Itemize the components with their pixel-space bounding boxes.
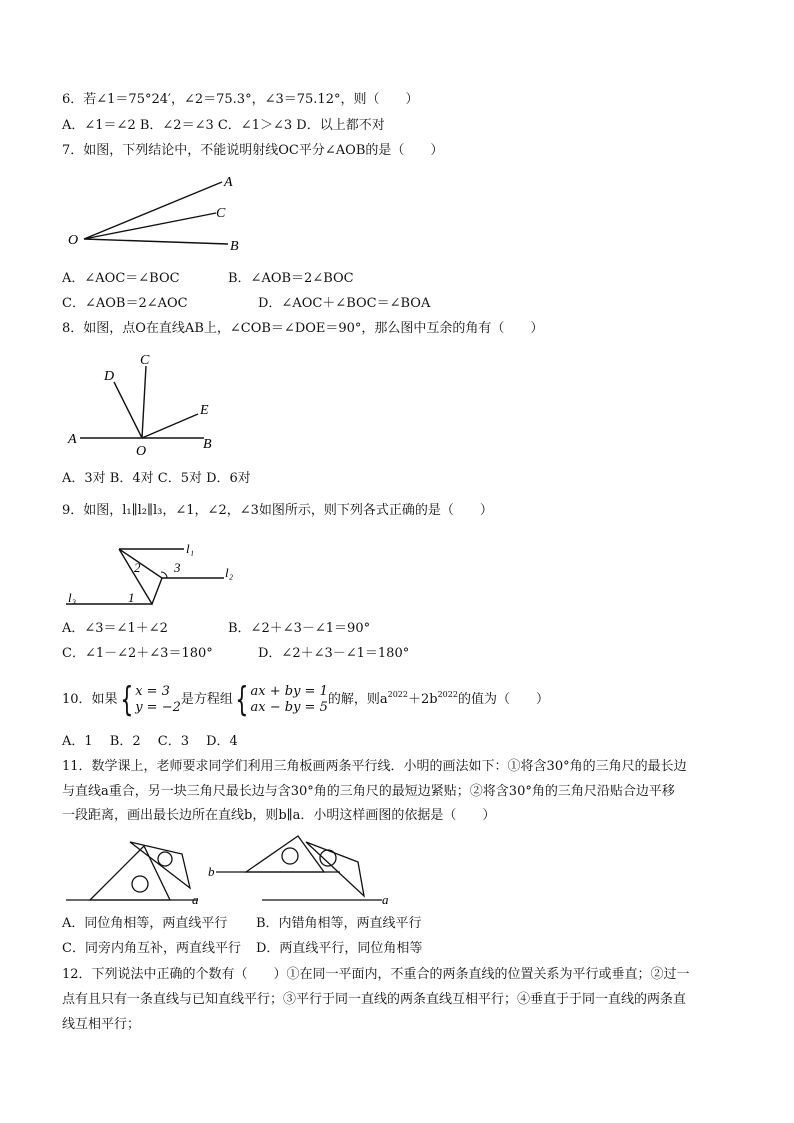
q7-option-b: B．∠AOB＝2∠BOC <box>228 271 354 286</box>
q9-figure <box>62 532 252 614</box>
q9-options-row2 <box>62 645 409 662</box>
q7-figure <box>62 168 252 262</box>
q8-label-o: O <box>136 444 147 459</box>
q11-options-row2 <box>62 940 422 957</box>
q10-sys2-line1: ax + by = 1 <box>250 683 328 699</box>
q11-options-row1 <box>62 915 422 932</box>
q11-label-a-left: a <box>192 892 199 907</box>
q11-option-c: C．同旁内角互补，两直线平行 <box>62 941 241 956</box>
q11-line3: 一段距离，画出最长边所在直线b，则b∥a．小明这样画图的依据是（ ） <box>62 808 496 823</box>
q12-line1: 12．下列说法中正确的个数有（ ）①在同一平面内，不重合的两条直线的位置关系为平行或垂直；②过一 <box>62 967 690 982</box>
q12-line2: 点有且只有一条直线与已知直线平行；③平行于同一直线的两条直线互相平行；④垂直于于同一直线的两条直 <box>62 992 687 1007</box>
q8-figure <box>62 348 232 464</box>
q9-label-angle3: 3 <box>174 560 181 575</box>
q9-option-d: D．∠2＋∠3－∠1＝180° <box>258 646 410 661</box>
q8-options: A．3对 B．4对 C．5对 D．6对 <box>62 471 251 486</box>
q8-label-c: C <box>140 353 150 368</box>
q6-stem: 6．若∠1＝75°24′，∠2＝75.3°，∠3＝75.12°，则（ ） <box>62 92 419 107</box>
q8-label-b: B <box>203 437 212 452</box>
q9-options-row1 <box>62 620 370 637</box>
q8-label-e: E <box>200 403 209 418</box>
q7-option-d: D．∠AOC＋∠BOC＝∠BOA <box>258 296 431 311</box>
q6-options: A．∠1＝∠2 B．∠2＝∠3 C．∠1＞∠3 D．以上都不对 <box>62 118 385 133</box>
q7-label-o: O <box>68 233 79 248</box>
q10-sys2-line2: ax − by = 5 <box>250 699 328 715</box>
q12-line3: 线互相平行； <box>62 1017 141 1032</box>
q7-options-row2 <box>62 295 430 312</box>
q11-label-a-right: a <box>382 892 389 907</box>
q10-options: A．1 B．2 C．3 D．4 <box>62 734 238 749</box>
q11-option-b: B．内错角相等，两直线平行 <box>256 916 422 931</box>
q11-option-d: D．两直线平行，同位角相等 <box>256 941 423 956</box>
q8-label-a: A <box>68 432 77 447</box>
q10-suffix-c: 的值为（ ） <box>457 692 549 707</box>
q10-middle: 是方程组 <box>180 692 233 707</box>
q10-suffix-b: ＋2b <box>407 692 438 707</box>
q10-suffix-a: 的解，则a <box>327 692 388 707</box>
q9-option-a: A．∠3＝∠1＋∠2 <box>62 621 168 636</box>
q10-exponent-b: 2022 <box>437 690 458 699</box>
q10-system-solution: { x = 3 y = −2 <box>119 679 181 720</box>
q10-sys1-line2: y = −2 <box>135 699 181 715</box>
q10-sys1-line1: x = 3 <box>135 683 170 699</box>
q9-label-l1: l₁ <box>186 541 195 556</box>
q7-stem: 7．如图，下列结论中，不能说明射线OC平分∠AOB的是（ ） <box>62 143 444 158</box>
q7-options-row1 <box>62 270 354 287</box>
q8-label-d: D <box>104 369 115 384</box>
q7-option-c: C．∠AOB＝2∠AOC <box>62 296 188 311</box>
q11-option-a: A．同位角相等，两直线平行 <box>62 916 228 931</box>
q11-label-b: b <box>208 864 215 879</box>
q11-line1: 11．数学课上，老师要求同学们利用三角板画两条平行线．小明的画法如下：①将含30°角的三角尺的最长边 <box>62 759 687 774</box>
q10-prefix: 10．如果 <box>62 692 118 707</box>
q9-stem: 9．如图，l₁∥l₂∥l₃，∠1，∠2，∠3如图所示，则下列各式正确的是（ ） <box>62 503 493 518</box>
q9-label-angle2: 2 <box>134 560 141 575</box>
q10-system-equations: { ax + by = 1 ax − by = 5 <box>235 679 328 720</box>
q9-option-b: B．∠2＋∠3－∠1＝90° <box>228 621 371 636</box>
q11-figure <box>62 830 392 914</box>
q10-exponent-a: 2022 <box>387 690 408 699</box>
q9-label-l3: l₃ <box>68 590 77 605</box>
q7-label-c: C <box>216 206 226 221</box>
q8-stem: 8．如图，点O在直线AB上，∠COB＝∠DOE＝90°，那么图中互余的角有（ ） <box>62 321 544 336</box>
q11-line2: 与直线a重合，另一块三角尺最长边与含30°角的三角尺的最短边紧贴；②将含30°角的三角尺沿贴合边平移 <box>62 784 675 799</box>
q7-label-b: B <box>230 239 239 254</box>
q7-label-a: A <box>224 175 233 190</box>
q10-stem <box>62 678 549 720</box>
q7-option-a: A．∠AOC＝∠BOC <box>62 271 180 286</box>
q9-option-c: C．∠1－∠2＋∠3＝180° <box>62 646 213 661</box>
q9-label-angle1: 1 <box>128 590 135 605</box>
q9-label-l2: l₂ <box>225 565 234 580</box>
